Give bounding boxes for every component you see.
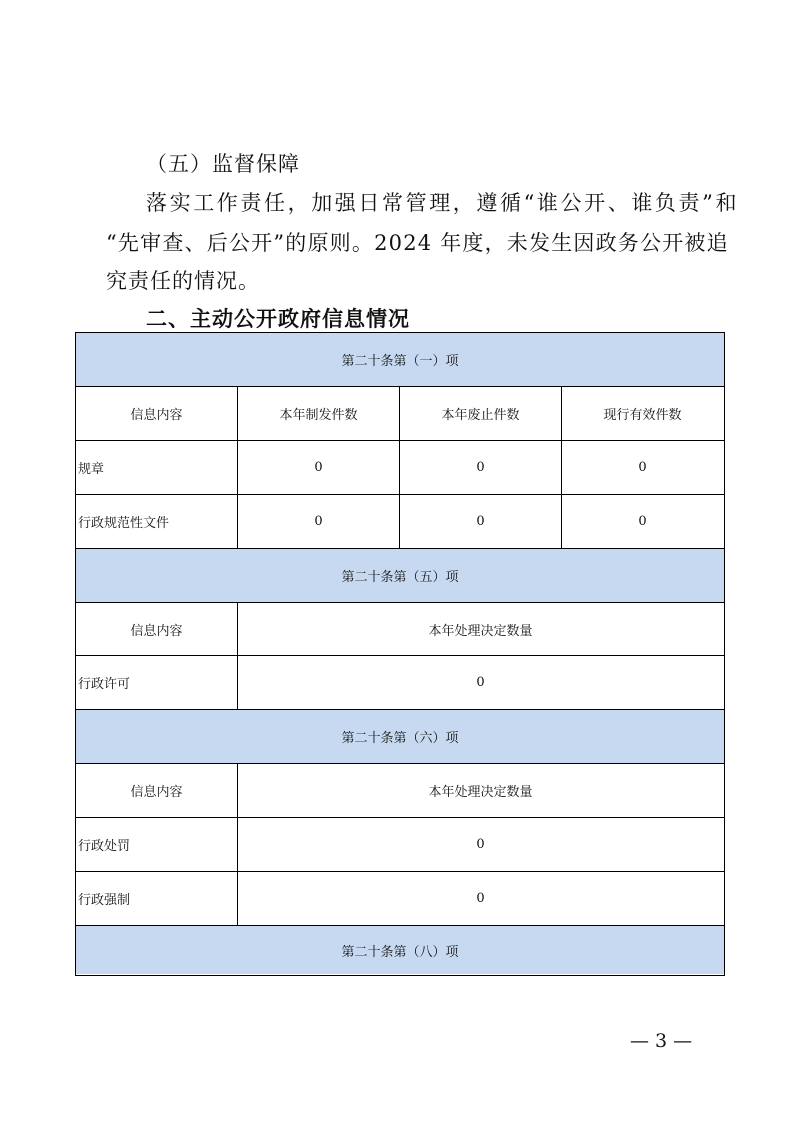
- table-row: [76, 656, 724, 710]
- table-row: [76, 441, 724, 495]
- row-label: 行政规范性文件: [76, 495, 238, 548]
- header-decision-count: 本年处理决定数量: [428, 623, 533, 639]
- table-header-row: [76, 387, 724, 441]
- section-title: 第二十条第（五）项: [341, 570, 459, 585]
- section-title: 第二十条第（八）项: [341, 944, 459, 960]
- paragraph-line-2: “先审查、后公开”的原则。2024 年度，未发生因政务公开被追: [106, 231, 729, 255]
- table-section-title-row: [76, 710, 724, 764]
- abolished-value: 0: [400, 441, 562, 494]
- page-number: — 3 —: [630, 1030, 693, 1052]
- table-row: [76, 872, 724, 926]
- row-label: 规章: [76, 441, 238, 494]
- table-section-title-row: [76, 549, 724, 603]
- table-section-title-row: [76, 333, 724, 387]
- table-row: [76, 818, 724, 872]
- issued-value: 0: [238, 441, 400, 494]
- header-issued-count: 本年制发件数: [238, 387, 400, 440]
- header-info-content: 信息内容: [76, 387, 238, 440]
- header-decision-count: 本年处理决定数量: [428, 785, 533, 800]
- paragraph-line-1: 落实工作责任，加强日常管理，遵循“谁公开、谁负责”和: [146, 191, 740, 215]
- table-header-row: [76, 603, 724, 656]
- decision-value: 0: [476, 837, 485, 852]
- table-header-row: [76, 764, 724, 818]
- header-valid-count: 现行有效件数: [603, 408, 682, 423]
- valid-value: 0: [638, 514, 647, 529]
- abolished-value: 0: [400, 495, 562, 548]
- row-label: 行政处罚: [76, 818, 238, 871]
- section-heading: 二、主动公开政府信息情况: [146, 307, 410, 331]
- table-section-title-row: [76, 926, 724, 974]
- valid-value: 0: [638, 460, 647, 475]
- issued-value: 0: [238, 495, 400, 548]
- row-label: 行政许可: [76, 656, 238, 709]
- row-label: 行政强制: [76, 872, 238, 925]
- table-row: [76, 495, 724, 549]
- section-title: 第二十条第（一）项: [341, 354, 459, 369]
- header-info-content: 信息内容: [76, 764, 238, 817]
- disclosure-table: [75, 332, 725, 976]
- header-info-content: 信息内容: [76, 603, 238, 655]
- header-abolished-count: 本年废止件数: [400, 387, 562, 440]
- paragraph-line-3: 究责任的情况。: [106, 269, 260, 293]
- section-title: 第二十条第（六）项: [341, 731, 459, 746]
- subsection-heading: （五）监督保障: [146, 152, 300, 176]
- decision-value: 0: [476, 891, 485, 906]
- decision-value: 0: [476, 675, 485, 690]
